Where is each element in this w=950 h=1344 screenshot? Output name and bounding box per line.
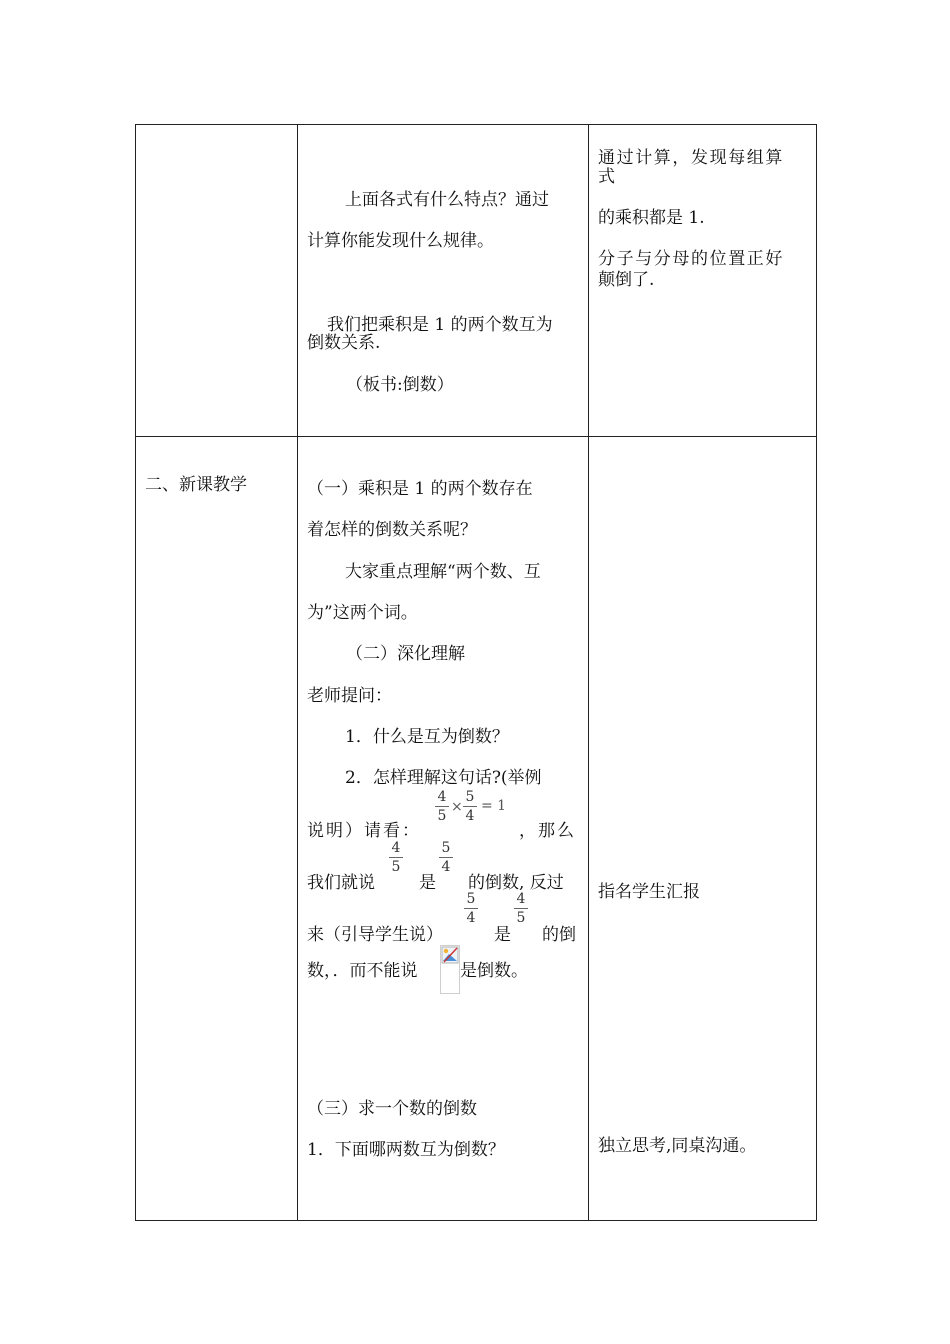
question-one: 1．什么是互为倒数？ — [345, 727, 509, 747]
section-three-heading: （三）求一个数的倒数 — [307, 1099, 477, 1119]
section-two-heading: （二）深化理解 — [346, 644, 465, 664]
student-cell — [589, 437, 817, 1221]
fraction-five-fourths: 5 4 — [439, 840, 453, 875]
board-note: （板书:倒数） — [346, 375, 454, 395]
section-one-line1: （一）乘积是 1 的两个数存在 — [307, 479, 533, 499]
cannot-say-sentence-a: 数，．而不能说 — [307, 961, 418, 981]
broken-image-icon — [440, 945, 460, 994]
question-two-line1: 2．怎样理解这句话?(举例 — [345, 768, 542, 788]
conversely-sentence-c: 的倒 — [542, 925, 576, 945]
question-two-lead: 说明）请看： — [307, 821, 421, 841]
fraction-five-fourths: 5 4 — [463, 789, 477, 824]
content-cell — [298, 125, 589, 437]
definition-text-line1: 我们把乘积是 1 的两个数互为 — [327, 315, 553, 335]
exercise-one: 1．下面哪两数互为倒数？ — [307, 1140, 505, 1160]
student-swap-note-line2: 颠倒了. — [598, 270, 655, 290]
conversely-sentence-a: 来（引导学生说） — [307, 925, 443, 945]
student-finding-line1: 通过计算，发现每组算 — [598, 148, 784, 168]
stage-cell — [136, 437, 298, 1221]
fraction-five-fourths: 5 4 — [464, 891, 478, 926]
definition-text-line2: 倒数关系. — [307, 333, 381, 353]
stage-cell — [136, 125, 298, 437]
question-text-line2: 计算你能发现什么规律。 — [307, 231, 494, 251]
conversely-sentence-b: 是 — [494, 925, 511, 945]
teacher-asks: 老师提问： — [307, 686, 392, 706]
student-think: 独立思考,同桌沟通。 — [598, 1136, 757, 1156]
student-report: 指名学生汇报 — [598, 882, 700, 902]
focus-text-line2: 为”这两个词。 — [307, 603, 418, 623]
fraction-four-fifths: 4 5 — [514, 891, 528, 926]
section-one-line2: 着怎样的倒数关系呢？ — [307, 520, 477, 540]
student-product-note: 的乘积都是 1. — [598, 208, 705, 228]
times-sign: × — [451, 799, 463, 815]
fraction-four-fifths: 4 5 — [435, 789, 449, 824]
cannot-say-sentence-b: 是倒数。 — [460, 961, 528, 981]
student-finding-line2: 式 — [598, 167, 615, 187]
reciprocal-sentence-a: 我们就说 — [307, 873, 375, 893]
table-row — [136, 437, 817, 1221]
question-text-line1: 上面各式有什么特点？通过 — [345, 190, 549, 210]
table-row — [136, 125, 817, 437]
fraction-four-fifths: 4 5 — [389, 840, 403, 875]
lesson-plan-table — [135, 124, 817, 1221]
content-cell — [298, 437, 589, 1221]
reciprocal-sentence-b: 是 — [419, 873, 436, 893]
question-two-tail: ，那么 — [519, 821, 576, 841]
student-swap-note-line1: 分子与分母的位置正好 — [598, 249, 784, 269]
equals-one: = 1 — [481, 798, 507, 814]
student-cell — [589, 125, 817, 437]
focus-text-line1: 大家重点理解“两个数、互 — [345, 562, 541, 582]
reciprocal-sentence-c: 的倒数, 反过 — [468, 873, 564, 893]
stage-label: 二、新课教学 — [145, 475, 247, 495]
